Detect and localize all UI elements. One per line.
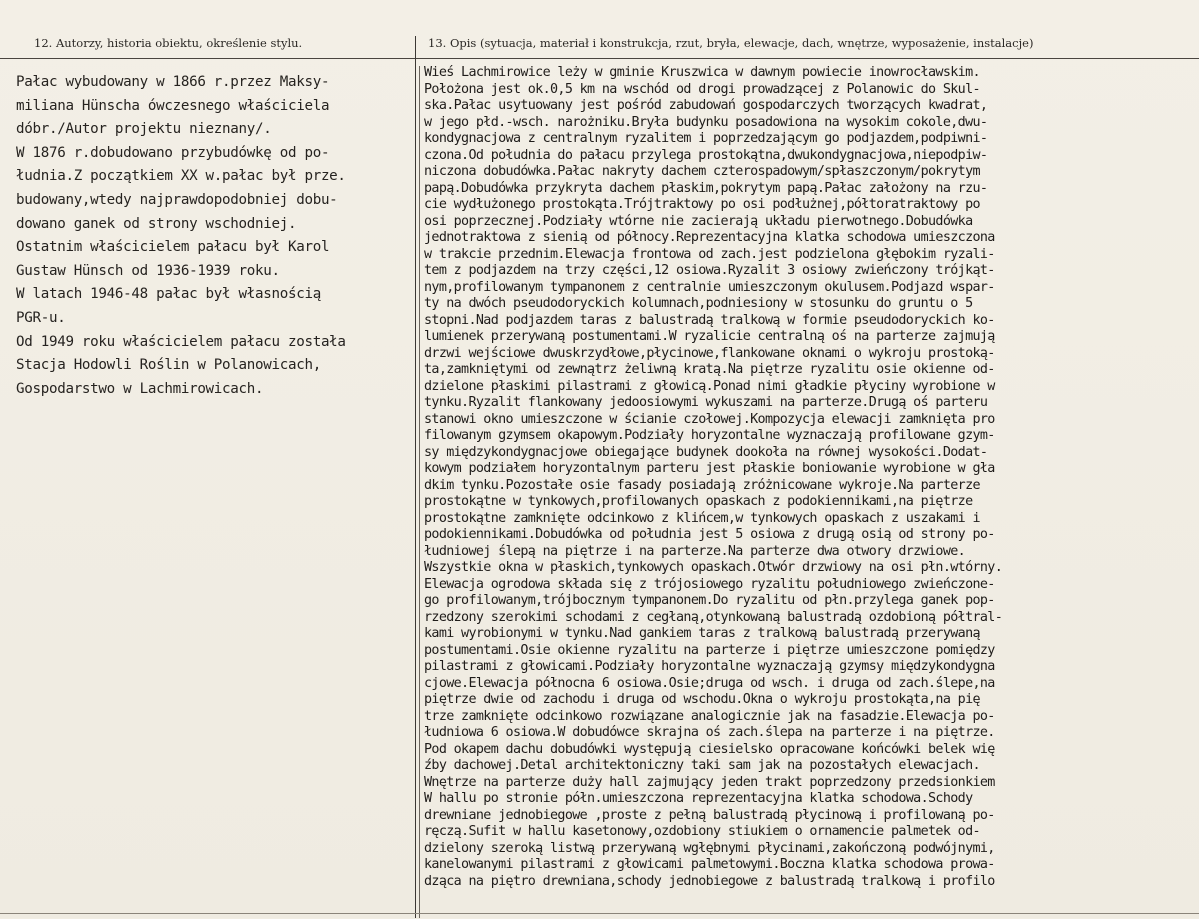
description-text-line: Położona jest ok.0,5 km na wschód od drogi prowadzącej z Polanowic do Skul-: [424, 81, 980, 97]
description-text-line: podokiennikami.Dobudówka od południa jest 5 osiowa z drugą osią od strony po-: [424, 527, 995, 542]
description-text-line: filowanym gzymsem okapowym.Podziały horyzontalne wyznaczają profilowane gzym-: [424, 428, 995, 443]
description-text-line: W hallu po stronie półn.umieszczona reprezentacyjna klatka schodowa.Schody: [424, 791, 973, 806]
column-divider-inner: [419, 66, 420, 918]
description-text-line: osi poprzecznej.Podziały wtórne nie zacierają układu pierwotnego.Dobudówka: [424, 213, 973, 229]
description-text-line: prostokątne w tynkowych,profilowanych opaskach z podokiennikami,na piętrze: [424, 494, 973, 509]
history-text-line: Stacja Hodowli Roślin w Polanowicach,: [16, 357, 321, 374]
history-text-line: W latach 1946-48 pałac był własnością: [16, 286, 321, 303]
description-text-line: w trakcie przednim.Elewacja frontowa od zach.jest podzielona głębokim ryzali-: [424, 246, 995, 262]
description-text-line: trze zamknięte odcinkowo rozwiązane analogicznie jak na fasadzie.Elewacja po-: [424, 708, 995, 724]
description-text-line: sy międzykondygnacjowe obiegające budynek dookoła na równej wysokości.Dodat-: [424, 444, 988, 460]
history-text-column: [16, 71, 414, 401]
description-text-line: kondygnacjowa z centralnym ryzalitem i poprzedzającym go podjazdem,podpiwni-: [424, 131, 988, 146]
history-text-line: W 1876 r.dobudowano przybudówkę od po-: [16, 144, 330, 161]
description-text-line: stanowi okno umieszczone w ścianie czołowej.Kompozycja elewacji zamknięta pro: [424, 411, 995, 427]
description-text-line: dzielony szeroką listwą przerywaną wgłębnymi płycinami,zakończoną podwójnymi,: [424, 840, 995, 856]
description-text-line: tynku.Ryzalit flankowany jedoosiowymi wykuszami na parterze.Drugą oś parteru: [424, 395, 988, 410]
description-text-line: łudniowa 6 osiowa.W dobudówce skrajna oś zach.ślepa na parterze i na piętrze.: [424, 725, 995, 740]
description-text-line: dząca na piętro drewniana,schody jednobiegowe z balustradą tralkową i profilo: [424, 873, 995, 889]
history-text-line: PGR-u.: [16, 309, 66, 326]
description-text-line: kami wyrobionymi w tynku.Nad gankiem taras z tralkową balustradą przerywaną: [424, 626, 980, 641]
description-text-line: w jego płd.-wsch. narożniku.Bryła budynku posadowiona na wysokim cokole,dwu-: [424, 114, 988, 130]
description-text-line: cjowe.Elewacja północna 6 osiowa.Osie;druga od wsch. i druga od zach.ślepe,na: [424, 675, 995, 691]
description-text-line: ska.Pałac usytuowany jest pośród zabudowań gospodarczych tworzących kwadrat,: [424, 98, 988, 113]
description-text-line: prostokątne zamknięte odcinkowo z klińcem,w tynkowych opaskach z uszakami i: [424, 510, 980, 526]
history-text-line: budowany,wtedy najprawdopodobniej dobu-: [16, 191, 338, 208]
description-text-line: łudniowej ślepą na piętrze i na parterze.Na parterze dwa otwory drzwiowe.: [424, 543, 966, 559]
description-text-line: ty na dwóch pseudodoryckich kolumnach,podniesiony w stosunku do gruntu o 5: [424, 296, 973, 311]
description-text-line: ta,zamkniętymi od zewnątrz żeliwną kratą.Na piętrze ryzalitu osie okienne od-: [424, 362, 995, 377]
history-text-line: dowano ganek od strony wschodniej.: [16, 215, 297, 232]
description-text-line: papą.Dobudówka przykryta dachem płaskim,pokrytym papą.Pałac założony na rzu-: [424, 180, 988, 196]
history-text-line: dóbr./Autor projektu nieznany/.: [16, 121, 272, 138]
description-text-line: lumienek przerywaną postumentami.W ryzalicie centralną oś na parterze zajmują: [424, 329, 995, 344]
column-divider: [415, 36, 416, 918]
section-12-heading: 12. Autorzy, historia obiektu, określenie stylu.: [34, 36, 303, 50]
description-text-line: Pod okapem dachu dobudówki występują ciesielsko opracowane końcówki belek wię: [424, 741, 995, 757]
description-text-line: piętrze dwie od zachodu i druga od wschodu.Okna o wykroju prostokąta,na pię: [424, 692, 980, 707]
section-13-heading: 13. Opis (sytuacja, materiał i konstrukcja, rzut, bryła, elewacje, dach, wnętrze, wyposażenie, instalacje): [428, 36, 1034, 50]
history-text-line: Pałac wybudowany w 1866 r.przez Maksy-: [16, 74, 330, 90]
description-text-line: Wnętrze na parterze duży hall zajmujący jeden trakt poprzedzony przedsionkiem: [424, 774, 995, 790]
description-text-line: kanelowanymi pilastrami z głowicami palmetowymi.Boczna klatka schodowa prowa-: [424, 857, 995, 872]
description-text-line: źby dachowej.Detal architektoniczny taki sam jak na pozostałych elewacjach.: [424, 758, 980, 773]
description-text-line: stopni.Nad podjazdem taras z balustradą tralkową w formie pseudodoryckich ko-: [424, 312, 995, 328]
page-bottom-edge: [0, 913, 1199, 919]
history-text-line: Od 1949 roku właścicielem pałacu została: [16, 333, 346, 350]
description-text-line: drzwi wejściowe dwuskrzydłowe,płycinowe,flankowane oknami o wykroju prostoką-: [424, 345, 995, 361]
description-text-line: go profilowanym,trójbocznym tympanonem.Do ryzalitu od płn.przylega ganek pop-: [424, 593, 995, 608]
description-text-line: ręczą.Sufit w hallu kasetonowy,ozdobiony stiukiem o ornamencie palmetek od-: [424, 824, 980, 839]
description-text-line: Wszystkie okna w płaskich,tynkowych opaskach.Otwór drzwiowy na osi płn.wtórny.: [424, 560, 1003, 575]
description-text-line: Wieś Lachmirowice leży w gminie Kruszwica w dawnym powiecie inowrocławskim.: [424, 65, 980, 80]
history-text-line: miliana Hünscha ówczesnego właściciela: [16, 97, 330, 114]
description-text-line: czona.Od południa do pałacu przylega prostokątna,dwukondygnacjowa,niepodpiw-: [424, 147, 988, 163]
description-text-line: kowym podziałem horyzontalnym parteru jest płaskie boniowanie wyrobione w gła: [424, 461, 995, 476]
description-text-column: [424, 65, 1196, 890]
form-header: [0, 0, 1199, 59]
description-text-line: Elewacja ogrodowa składa się z trójosiowego ryzalitu południowego zwieńczone-: [424, 576, 995, 592]
history-text-line: Ostatnim właścicielem pałacu był Karol: [16, 239, 330, 256]
description-text-line: jednotraktowa z sienią od północy.Reprezentacyjna klatka schodowa umieszczona: [424, 230, 995, 245]
description-text-line: nym,profilowanym tympanonem z centralnie umieszczonym okulusem.Podjazd wspar-: [424, 279, 995, 295]
description-text-line: tem z podjazdem na trzy części,12 osiowa.Ryzalit 3 osiowy zwieńczony trójkąt-: [424, 263, 995, 278]
description-text-line: pilastrami z głowicami.Podziały horyzontalne wyznaczają gzymsy międzykondygna: [424, 659, 995, 674]
history-text-line: Gustaw Hünsch od 1936-1939 roku.: [16, 262, 280, 279]
description-text-line: niczona dobudówka.Pałac nakryty dachem czterospadowym/spłaszczonym/pokrytym: [424, 164, 980, 179]
description-text-line: dzielone płaskimi pilastrami z głowicą.Ponad nimi gładkie płyciny wyrobione w: [424, 378, 995, 394]
description-text-line: rzedzony szerokimi schodami z cegłaną,otynkowaną balustradą ozdobioną półtral-: [424, 609, 1003, 625]
description-text-line: drewniane jednobiegowe ,proste z pełną balustradą płycinową i profilowaną po-: [424, 807, 995, 823]
history-text-line: łudnia.Z początkiem XX w.pałac był prze.: [16, 168, 346, 185]
description-text-line: dkim tynku.Pozostałe osie fasady posiadają zróżnicowane wykroje.Na parterze: [424, 477, 980, 493]
history-text-line: Gospodarstwo w Lachmirowicach.: [16, 380, 264, 397]
description-text-line: postumentami.Osie okienne ryzalitu na parterze i piętrze umieszczone pomiędzy: [424, 642, 995, 658]
description-text-line: cie wydłużonego prostokąta.Trójtraktowy po osi podłużnej,półtoratraktowy po: [424, 197, 980, 212]
